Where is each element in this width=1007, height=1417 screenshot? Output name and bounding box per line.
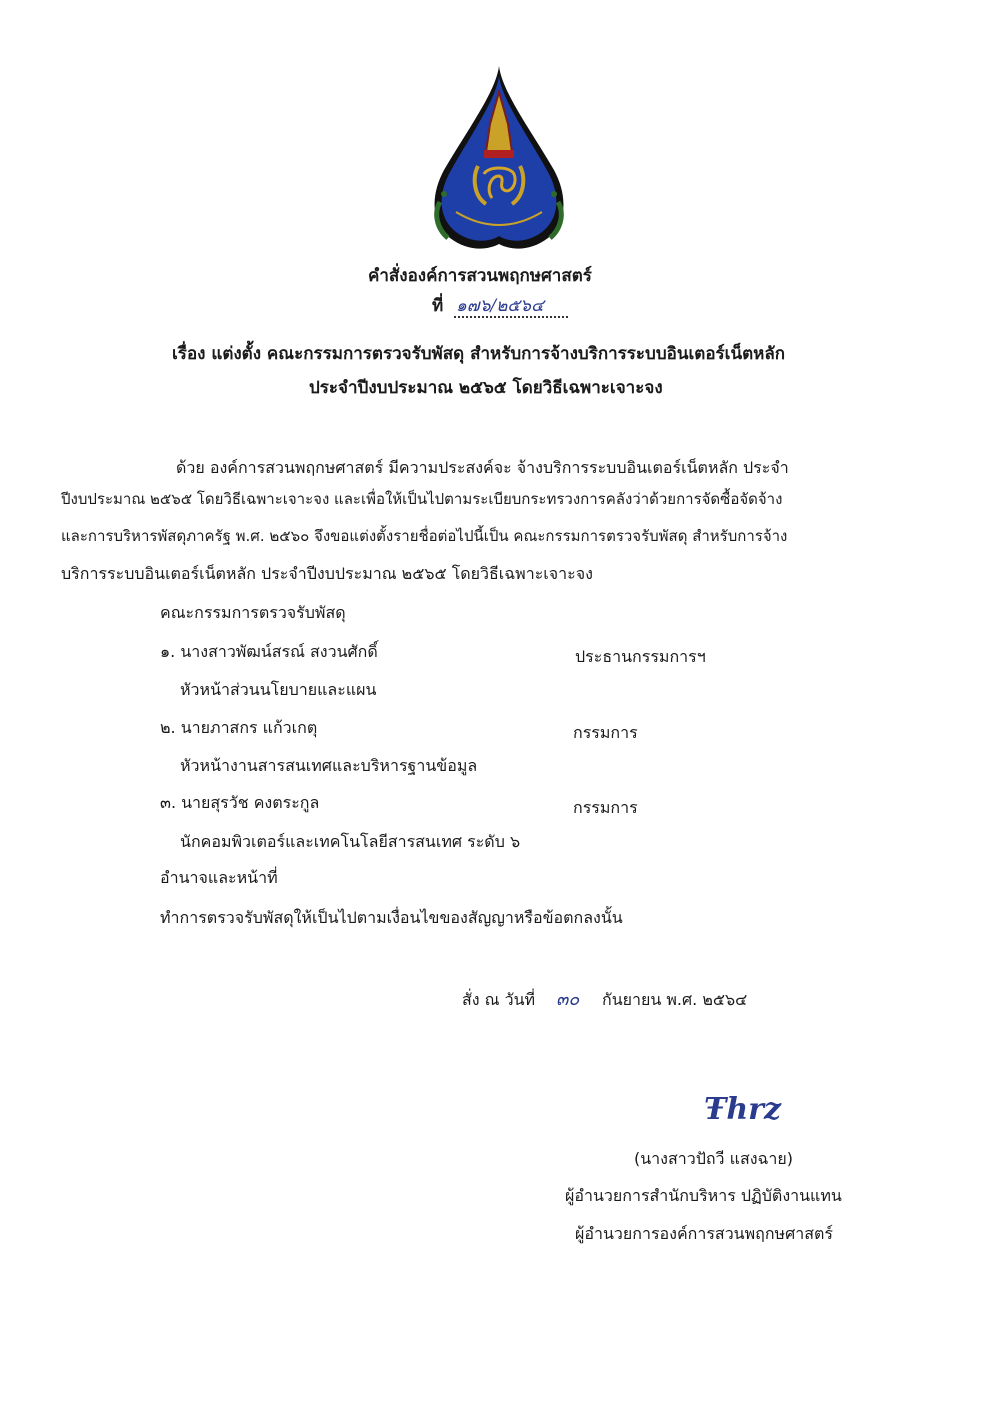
body-paragraph-line-4: บริการระบบอินเตอร์เน็ตหลัก ประจำปีงบประมาณ ๒๕๖๕ โดยวิธีเฉพาะเจาะจง	[61, 564, 593, 583]
member-3-role: กรรมการ	[573, 798, 638, 817]
member-1-position: หัวหน้าส่วนนโยบายและแผน	[180, 680, 377, 699]
member-2-name: ๒. นายภาสกร แก้วเกตุ	[160, 718, 318, 737]
subject-line-1: เรื่อง แต่งตั้ง คณะกรรมการตรวจรับพัสดุ สำหรับการจ้างบริการระบบอินเตอร์เน็ตหลัก	[172, 344, 786, 364]
organization-logo-emblem	[426, 62, 572, 254]
date-month-year: กันยายน พ.ศ. ๒๕๖๔	[602, 990, 748, 1009]
signer-name: (นางสาวปัถวี แสงฉาย)	[634, 1149, 794, 1168]
date-prefix: สั่ง ณ วันที่	[462, 990, 536, 1009]
date-day: ๓๐	[556, 989, 580, 1010]
body-paragraph-line-3: และการบริหารพัสดุภาครัฐ พ.ศ. ๒๕๖๐ จึงขอแต่งตั้งรายชื่อต่อไปนี้เป็น คณะกรรมการตรวจรับพัสดุ สำหรับการจ้าง	[61, 527, 788, 545]
body-paragraph-line-2: ปีงบประมาณ ๒๕๖๕ โดยวิธีเฉพาะเจาะจง และเพื่อให้เป็นไปตามระเบียบกระทรวงการคลังว่าด้วยการจัดซื้อจัดจ้าง	[61, 490, 783, 508]
member-3-name: ๓. นายสุรวัช คงตระกูล	[160, 793, 320, 812]
member-3-position: นักคอมพิวเตอร์และเทคโนโลยีสารสนเทศ ระดับ ๖	[180, 832, 521, 851]
member-2-position: หัวหน้างานสารสนเทศและบริหารฐานข้อมูล	[180, 756, 478, 775]
member-2-role: กรรมการ	[573, 723, 638, 742]
body-paragraph-line-1: ด้วย องค์การสวนพฤกษศาสตร์ มีความประสงค์จะ จ้างบริการระบบอินเตอร์เน็ตหลัก ประจำ	[176, 458, 789, 477]
member-1-name: ๑. นางสาวพัฒน์สรณ์ สงวนศักดิ์	[160, 642, 378, 661]
signer-title-line-2: ผู้อำนวยการองค์การสวนพฤกษศาสตร์	[575, 1224, 833, 1243]
member-1-role: ประธานกรรมการฯ	[575, 647, 706, 666]
order-number-prefix: ที่	[432, 296, 444, 316]
committee-heading: คณะกรรมการตรวจรับพัสดุ	[160, 603, 346, 622]
order-title: คำสั่งองค์การสวนพฤกษศาสตร์	[368, 266, 592, 286]
handwritten-signature: Ŧhrz	[704, 1092, 781, 1127]
duty-text: ทำการตรวจรับพัสดุให้เป็นไปตามเงื่อนไขของสัญญาหรือข้อตกลงนั้น	[160, 908, 623, 927]
subject-line-2: ประจำปีงบประมาณ ๒๕๖๕ โดยวิธีเฉพาะเจาะจง	[309, 378, 663, 398]
order-number-value: ๑๗๖/๒๕๖๔	[456, 296, 544, 316]
order-number-field	[454, 292, 568, 318]
duty-heading: อำนาจและหน้าที่	[160, 868, 278, 887]
signer-title-line-1: ผู้อำนวยการสำนักบริหาร ปฏิบัติงานแทน	[565, 1186, 842, 1205]
